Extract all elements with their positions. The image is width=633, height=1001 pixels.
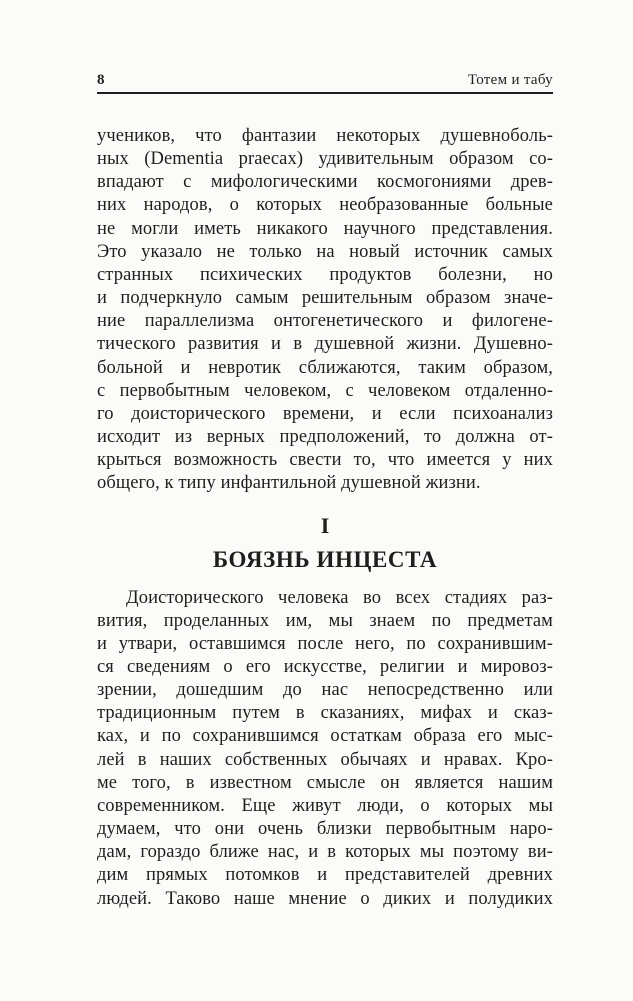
text-line: них народов, о которых необразованные больные <box>97 195 553 216</box>
paragraph-continuation <box>97 125 553 496</box>
running-title: Тотем и табу <box>467 72 553 88</box>
page-number: 8 <box>97 72 105 88</box>
text-line: Это указало не только на новый источник самых <box>97 241 553 262</box>
text-line: крыться возможность свести то, что имеется у них <box>97 450 553 471</box>
text-line: странных психических продуктов болезни, но <box>97 264 553 285</box>
text-line: ме того, в известном смысле он является нашим <box>97 772 553 793</box>
text-line: Доисторического человека во всех стадиях раз- <box>126 587 553 608</box>
chapter-title: БОЯЗНЬ ИНЦЕСТА <box>212 546 438 572</box>
text-line: современником. Еще живут люди, о которых мы <box>97 795 553 816</box>
text-line: исходит из верных предположений, то должна от- <box>97 427 553 448</box>
body-text <box>97 125 553 911</box>
text-line: ся сведениям о его искусстве, религии и мировоз- <box>97 656 553 677</box>
text-line: ках, и по сохранившимся остаткам образа его мыс- <box>97 726 553 747</box>
text-line: дим прямых потомков и представителей древних <box>97 865 553 886</box>
text-line: впадают с мифологическими космогониями древ- <box>97 172 553 193</box>
text-line: ние параллелизма онтогенетического и филогене- <box>97 311 553 332</box>
text-line: учеников, что фантазии некоторых душевноболь- <box>97 126 553 146</box>
text-line: зрении, дошедшим до нас непосредственно или <box>97 680 553 701</box>
text-line: не могли иметь никакого научного представления. <box>97 218 553 239</box>
text-line: вития, проделанных им, мы знаем по предметам <box>97 610 553 631</box>
text-line: го доисторического времени, и если психоанализ <box>97 403 553 424</box>
text-line: думаем, что они очень близки первобытным наро- <box>97 819 553 840</box>
chapter-first-paragraph <box>97 587 553 911</box>
text-line: традиционным путем в сказаниях, мифах и сказ- <box>97 703 553 724</box>
page-header <box>97 0 553 89</box>
header-rule <box>97 92 553 94</box>
text-line: лей в наших собственных обычаях и нравах. Кро- <box>97 749 553 770</box>
text-line: с первобытным человеком, с человеком отдаленно- <box>97 380 553 401</box>
text-line: больной и невротик сближаются, таким образом, <box>97 357 553 378</box>
text-line: тического развития и в душевной жизни. Душевно- <box>97 334 553 355</box>
text-line: ных (Dementia praecax) удивительным образом со- <box>97 149 553 170</box>
text-line: и подчеркнуло самым решительным образом значе- <box>97 288 553 309</box>
chapter-number: I <box>320 512 330 538</box>
text-line: общего, к типу инфантильной душевной жизни. <box>97 473 481 494</box>
text-line: и утвари, оставшимся после него, по сохранившим- <box>97 633 553 654</box>
text-line: дам, гораздо ближе нас, и в которых мы поэтому ви- <box>97 842 553 863</box>
text-line: людей. Таково наше мнение о диких и полудиких <box>97 888 553 909</box>
chapter-heading <box>97 513 553 574</box>
